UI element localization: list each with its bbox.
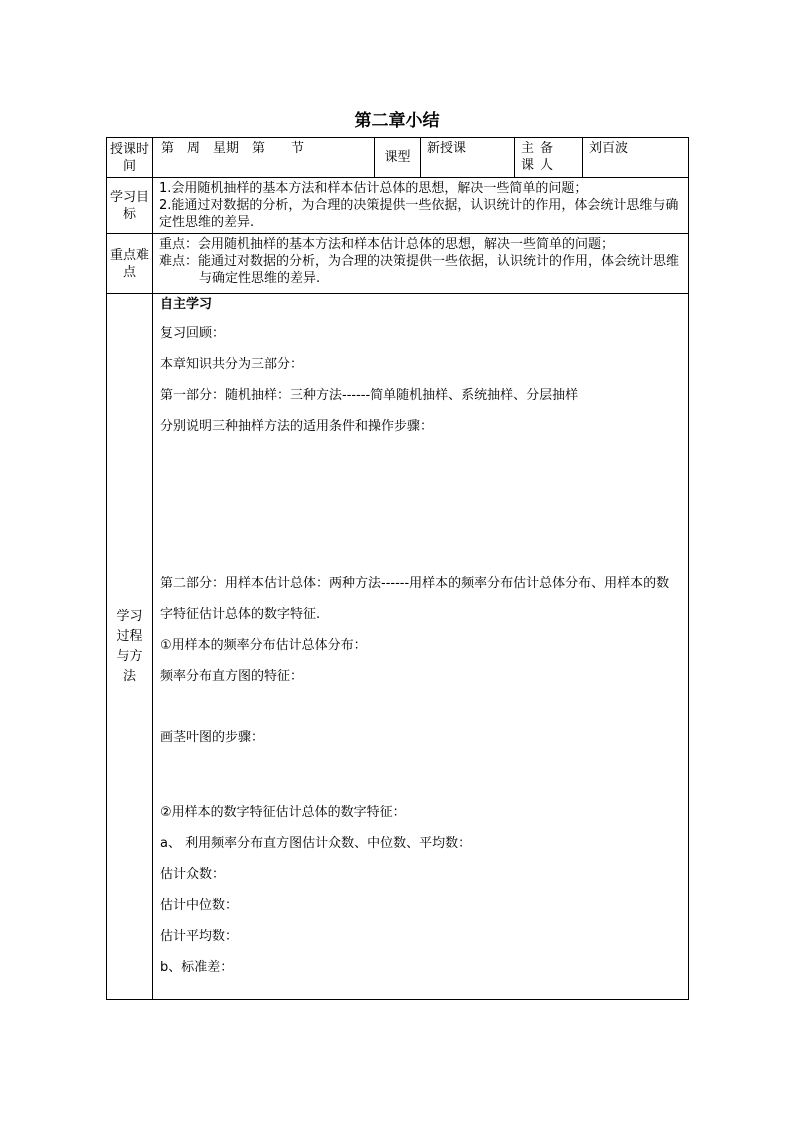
- key-points-label: 重点难点: [107, 234, 153, 294]
- lesson-plan-table: [106, 137, 689, 1000]
- key-points-row: [107, 234, 689, 294]
- item2-text: ②用样本的数字特征估计总体的数字特征：: [160, 805, 406, 820]
- mean-text: 估计平均数：: [160, 929, 239, 944]
- stemleaf-text: 画茎叶图的步骤：: [160, 730, 265, 745]
- goal-item-2: 2.能通过对数据的分析，为合理的决策提供一些依据，认识统计的作用，体会统计思维与确定性思维的差异.: [159, 198, 679, 230]
- part2-text: 第二部分：用样本估计总体：两种方法------用样本的频率分布估计总体分布、用样本的数字特征估计总体的数字特征.: [160, 576, 670, 622]
- mode-text: 估计众数：: [160, 867, 226, 882]
- histogram-text: 频率分布直方图的特征：: [160, 669, 304, 684]
- type-label: 课型: [375, 138, 421, 178]
- review-text: 复习回顾：: [160, 326, 226, 341]
- part1-text: 第一部分：随机抽样：三种方法------简单随机抽样、系统抽样、分层抽样: [160, 388, 579, 403]
- key-point: 重点：会用随机抽样的基本方法和样本估计总体的思想，解决一些简单的问题；: [159, 237, 615, 252]
- parts-text: 本章知识共分为三部分：: [160, 357, 304, 372]
- key-points-content: [153, 234, 689, 294]
- header-row: [107, 138, 689, 178]
- difficult-point: 难点：能通过对数据的分析，为合理的决策提供一些依据，认识统计的作用，体会统计思维与确定性思维的差异.: [159, 254, 680, 286]
- part1-task-text: 分别说明三种抽样方法的适用条件和操作步骤：: [160, 419, 434, 434]
- time-label: 授课时间: [107, 138, 153, 178]
- median-text: 估计中位数：: [160, 898, 239, 913]
- goal-item-1: 1.会用随机抽样的基本方法和样本估计总体的思想，解决一些简单的问题；: [159, 181, 588, 196]
- goals-row: [107, 178, 689, 234]
- type-value: 新授课: [421, 138, 515, 178]
- time-value: 第 周 星期 第 节: [153, 138, 375, 178]
- preparer-label: 主备课人: [515, 138, 583, 178]
- preparer-value: 刘百波: [583, 138, 689, 178]
- process-row: [107, 294, 689, 1000]
- item1-text: ①用样本的频率分布估计总体分布：: [160, 638, 367, 653]
- process-content: [153, 294, 689, 1000]
- page-title: 第二章小结: [354, 111, 440, 131]
- item-b-text: b、标准差：: [160, 960, 234, 975]
- process-label: 学习过程与方法: [107, 294, 153, 1000]
- goals-content: [153, 178, 689, 234]
- item-a-text: a、 利用频率分布直方图估计众数、中位数、平均数：: [160, 836, 472, 851]
- section-heading: 自主学习: [160, 297, 213, 312]
- goals-label: 学习目标: [107, 178, 153, 234]
